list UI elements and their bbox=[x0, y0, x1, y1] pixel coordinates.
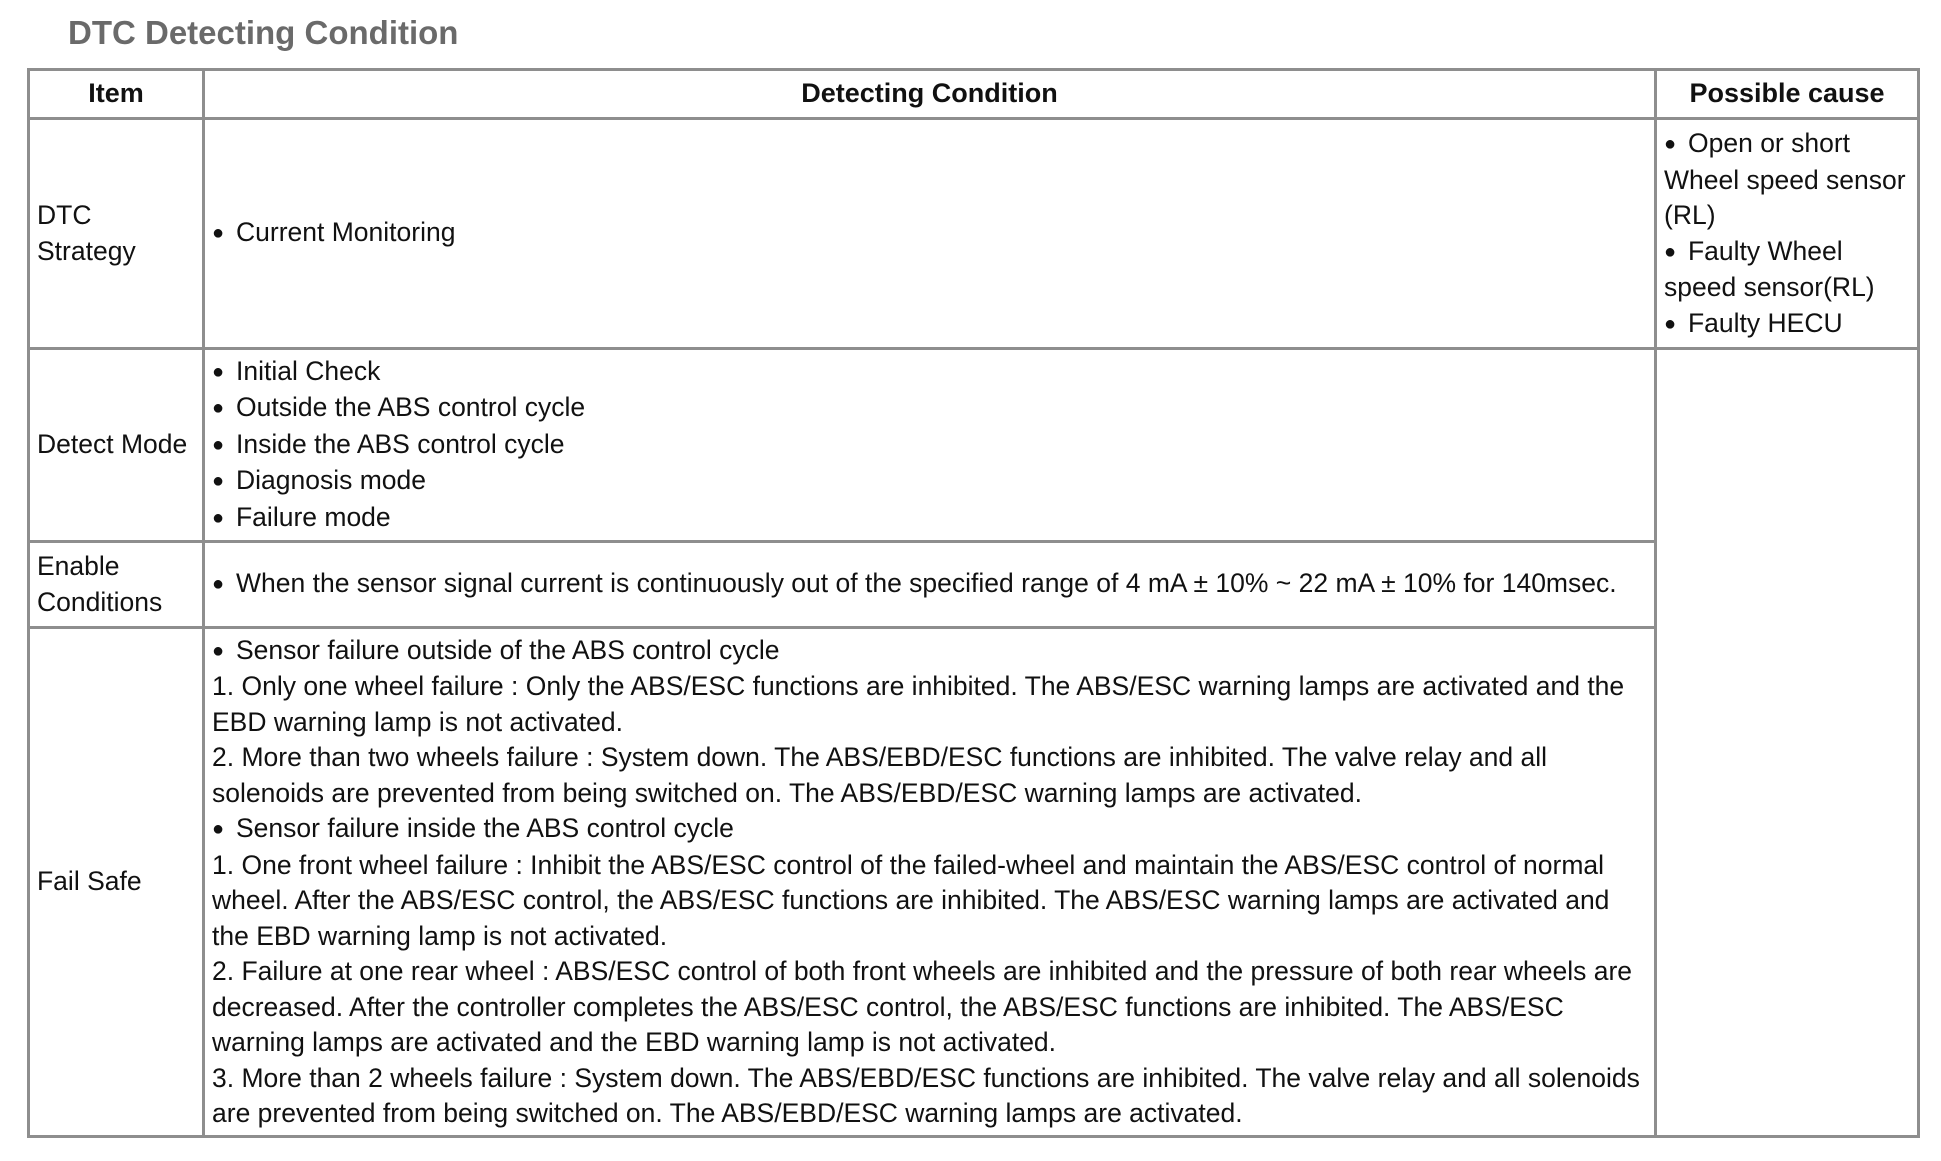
possible-cause-cell bbox=[1656, 119, 1919, 349]
numbered-item: 1. One front wheel failure : Inhibit the ABS/ESC control of the failed-wheel and maintain the ABS/ESC control of normal wheel. After the ABS/ESC control, the ABS/ESC functions are inhibited. The ABS/ESC warning lamps are activated and the EBD warning lamp is not activated. bbox=[212, 849, 1610, 951]
item-label-line: Enable bbox=[37, 551, 120, 581]
bullet-item: ● Outside the ABS control cycle bbox=[212, 390, 1647, 427]
header-possible-cause: Possible cause bbox=[1656, 70, 1919, 119]
bullet-item: ● When the sensor signal current is continuously out of the specified range of 4 mA ± 10% ~ 22 mA ± 10% for 140msec. bbox=[212, 566, 1647, 603]
table-row-fail-safe bbox=[29, 628, 1919, 1137]
item-cell-detect-mode bbox=[29, 349, 204, 542]
bullet-item: ● Sensor failure inside the ABS control cycle bbox=[212, 811, 1647, 848]
cause-item: ● Open or short Wheel speed sensor (RL) bbox=[1664, 126, 1910, 234]
header-detecting-condition: Detecting Condition bbox=[204, 70, 1656, 119]
bullet-item: ● Initial Check bbox=[212, 354, 1647, 391]
table-header-row bbox=[29, 70, 1919, 119]
bullet-item: ● Current Monitoring bbox=[212, 215, 1647, 252]
condition-cell-fail-safe bbox=[204, 628, 1656, 1137]
bullet-item: ● Sensor failure outside of the ABS control cycle bbox=[212, 633, 1647, 670]
item-label-line: Conditions bbox=[37, 586, 163, 617]
possible-cause-empty-cell bbox=[1656, 349, 1919, 1137]
bullet-item: ● Diagnosis mode bbox=[212, 463, 1647, 500]
condition-cell-dtc-strategy bbox=[204, 119, 1656, 349]
table-row-dtc-strategy bbox=[29, 119, 1919, 349]
numbered-item: 2. Failure at one rear wheel : ABS/ESC control of both front wheels are inhibited and the pressure of both rear wheels are decreased. After the controller completes the ABS/ESC control, the ABS/ESC functions are inhibited. The ABS/ESC warning lamps are activated and the EBD warning lamp is not activated. bbox=[212, 956, 1633, 1057]
item-cell-dtc-strategy bbox=[29, 119, 204, 349]
item-cell-fail-safe bbox=[29, 628, 204, 1137]
item-cell-enable-conditions bbox=[29, 542, 204, 628]
numbered-item: 1. Only one wheel failure : Only the ABS/ESC functions are inhibited. The ABS/ESC warning lamps are activated and the EBD warning lamp is not activated. bbox=[212, 671, 1625, 737]
numbered-item: 3. More than 2 wheels failure : System down. The ABS/EBD/ESC functions are inhibited. The valve relay and all solenoids are prevented from being switched on. The ABS/EBD/ESC warning lamps are activated. bbox=[212, 1062, 1640, 1128]
item-label-line: Fail Safe bbox=[37, 866, 142, 897]
item-label-line: Strategy bbox=[37, 235, 136, 266]
numbered-item: 2. More than two wheels failure : System down. The ABS/EBD/ESC functions are inhibited. The valve relay and all solenoids are prevented from being switched on. The ABS/EBD/ESC warning lamps are activated. bbox=[212, 742, 1548, 808]
table-row-detect-mode bbox=[29, 349, 1919, 542]
cause-item: ● Faulty HECU bbox=[1664, 306, 1910, 343]
condition-cell-enable-conditions bbox=[204, 542, 1656, 628]
item-label-line: DTC bbox=[37, 200, 92, 230]
condition-cell-detect-mode bbox=[204, 349, 1656, 542]
item-label-line: Detect Mode bbox=[37, 429, 188, 460]
table-row-enable-conditions bbox=[29, 542, 1919, 628]
bullet-item: ● Inside the ABS control cycle bbox=[212, 427, 1647, 464]
page-title: DTC Detecting Condition bbox=[68, 14, 459, 51]
cause-item: ● Faulty Wheel speed sensor(RL) bbox=[1664, 234, 1910, 306]
bullet-item: ● Failure mode bbox=[212, 500, 1647, 537]
header-item: Item bbox=[29, 70, 204, 119]
dtc-condition-table bbox=[27, 68, 1920, 1138]
